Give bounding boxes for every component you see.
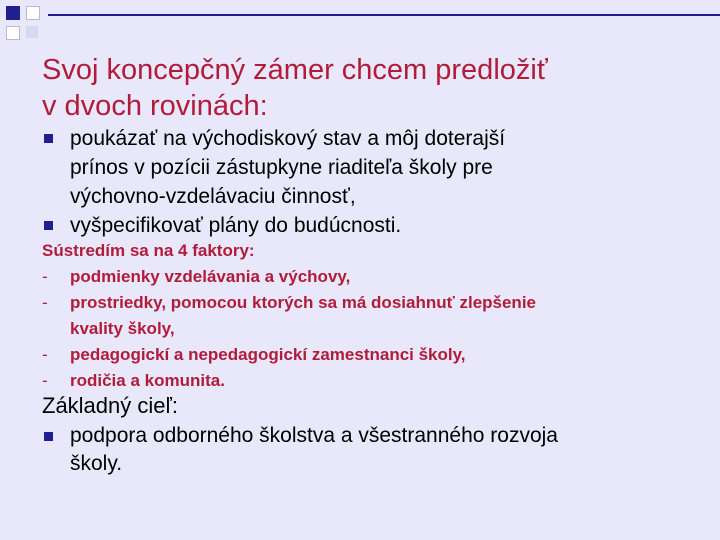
factors-section	[42, 237, 692, 394]
bullet-line: vyšpecifikovať plány do budúcnosti.	[70, 214, 402, 237]
bullet-line: poukázať na východiskový stav a môj doterajší	[70, 127, 506, 150]
factor-line: podmienky vzdelávania a výchovy,	[70, 267, 351, 286]
decor-square-outline	[26, 6, 40, 20]
title-line: v dvoch rovinách:	[42, 90, 268, 122]
bullet-item	[42, 211, 692, 240]
factor-line: pedagogickí a nepedagogickí zamestnanci školy,	[70, 345, 466, 364]
dash-bullet: -	[42, 371, 48, 390]
main-bullet-list	[42, 124, 692, 240]
bullet-line: výchovno-vzdelávaciu činnosť,	[70, 185, 356, 208]
title-line: Svoj koncepčný zámer chcem predložiť	[42, 54, 548, 86]
slide-title	[42, 52, 702, 124]
square-bullet-icon	[44, 221, 53, 230]
goal-line: podpora odborného školstva a všestranného rozvoja	[70, 424, 558, 447]
bullet-item	[42, 422, 702, 478]
bullet-line: prínos v pozícii zástupkyne riaditeľa školy pre	[70, 156, 493, 179]
factor-item	[42, 264, 692, 290]
factor-line: kvality školy,	[70, 319, 175, 338]
top-rule	[48, 14, 720, 16]
dash-bullet: -	[42, 267, 48, 286]
goal-line: školy.	[70, 452, 123, 475]
factor-item	[42, 342, 692, 368]
factor-line: rodičia a komunita.	[70, 371, 225, 390]
factor-item	[42, 290, 692, 342]
goal-section	[42, 392, 702, 478]
decor-square-light	[26, 26, 38, 38]
square-bullet-icon	[44, 134, 53, 143]
factors-heading: Sústredím sa na 4 faktory:	[42, 241, 255, 260]
square-bullet-icon	[44, 432, 53, 441]
bullet-item	[42, 124, 692, 211]
goal-heading: Základný cieľ:	[42, 393, 179, 418]
dash-bullet: -	[42, 345, 48, 364]
factor-line: prostriedky, pomocou ktorých sa má dosiahnuť zlepšenie	[70, 293, 536, 312]
factor-item	[42, 368, 692, 394]
decor-square-outline	[6, 26, 20, 40]
dash-bullet: -	[42, 293, 48, 312]
decor-square-navy	[6, 6, 20, 20]
